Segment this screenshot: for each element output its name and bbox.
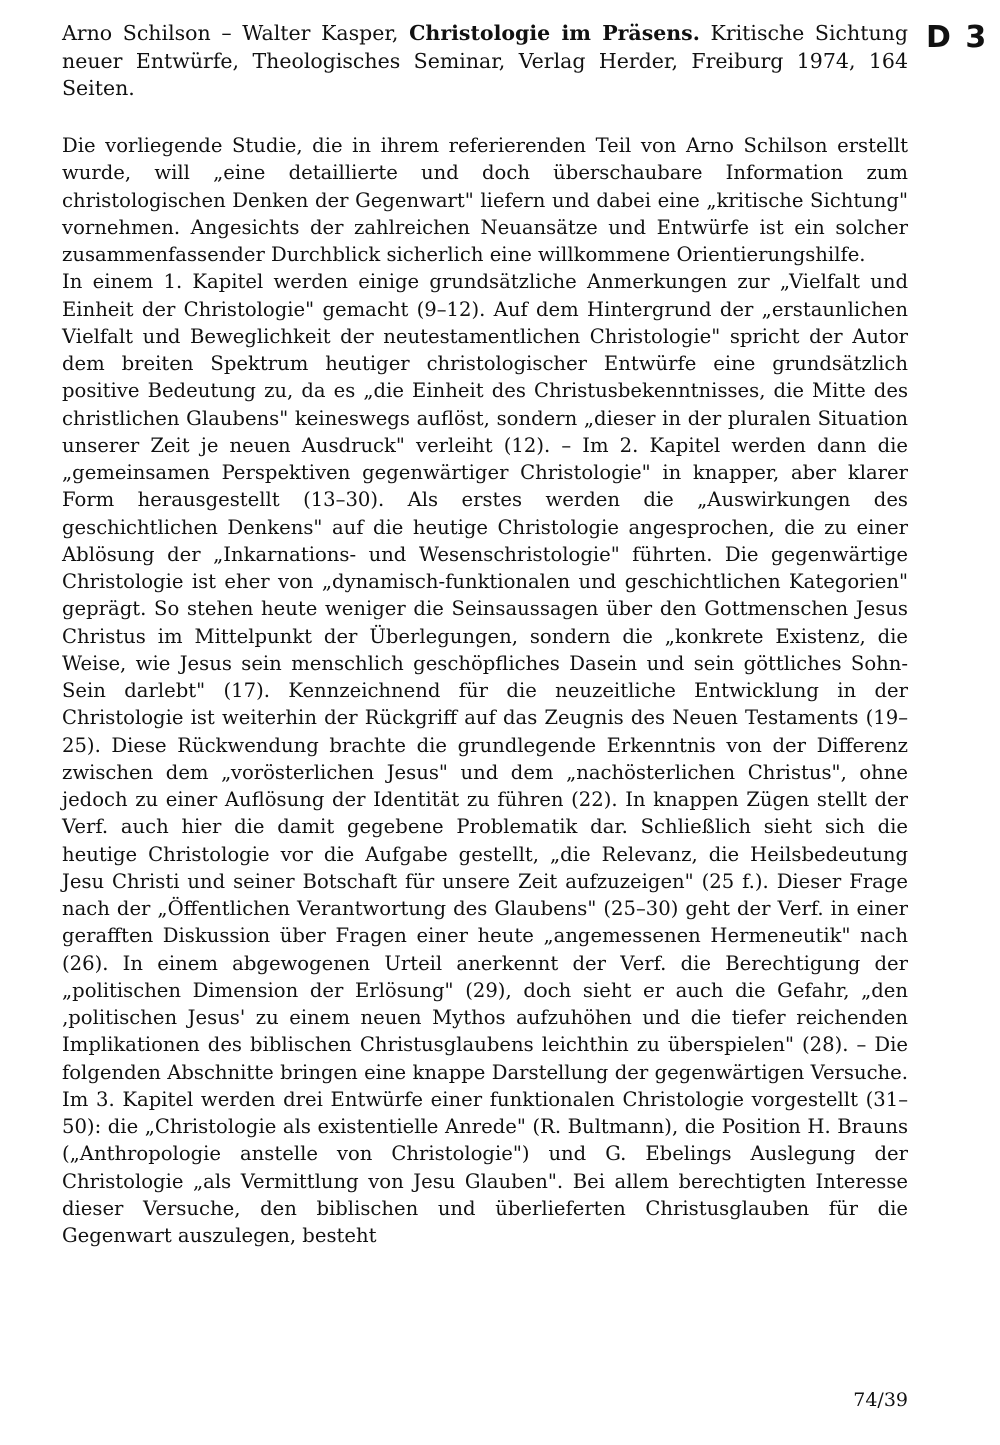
paragraph-introduction: Die vorliegende Studie, die in ihrem referierenden Teil von Arno Schilson erstellt wurde, will „eine detaillierte und doch überschaubare Information zum christologischen Denken der Gegenwart" liefern und dabei eine „kritische Sichtung" vornehmen. Angesichts der zahlreichen Neuansätze und Entwürfe ist ein solcher zusammenfassender Durchblick sicherlich eine willkommene Orientierungshilfe. bbox=[62, 134, 908, 266]
header-book-title: Christologie im Präsens. bbox=[409, 21, 700, 45]
header-authors: Arno Schilson – Walter Kasper, bbox=[62, 21, 399, 45]
header-publication-details: Kritische Sichtung neuer Entwürfe, Theologisches Seminar, Verlag Herder, Freiburg 1974, 164 Seiten. bbox=[62, 21, 908, 100]
document-code: D 3 bbox=[926, 20, 989, 55]
bibliographic-header bbox=[62, 20, 908, 103]
paragraph-chapters: In einem 1. Kapitel werden einige grundsätzliche Anmerkungen zur „Vielfalt und Einheit der Christologie" gemacht (9–12). Auf dem Hintergrund der „erstaunlichen Vielfalt und Beweglichkeit der neutestamentlichen Christologie" spricht der Autor dem breiten Spektrum heutiger christologischer Entwürfe eine grundsätzlich positive Bedeutung zu, da es „die Einheit des Christusbekenntnisses, die Mitte des christlichen Glaubens" keineswegs auflöst, sondern „dieser in der pluralen Situation unserer Zeit je neuen Ausdruck" verleiht (12). – Im 2. Kapitel werden dann die „gemeinsamen Perspektiven gegenwärtiger Christologie" in knapper, aber klarer Form herausgestellt (13–30). Als erstes werden die „Auswirkungen des geschichtlichen Denkens" auf die heutige Christologie angesprochen, die zu einer Ablösung der „Inkarnations- und Wesenschristologie" führten. Die gegenwärtige Christologie ist eher von „dynamisch-funktionalen und geschichtlichen Kategorien" geprägt. So stehen heute weniger die Seinsaussagen über den Gottmenschen Jesus Christus im Mittelpunkt der Überlegungen, sondern die „konkrete Existenz, die Weise, wie Jesus sein menschlich geschöpfliches Dasein und sein göttliches Sohn-Sein darlebt" (17). Kennzeichnend für die neuzeitliche Entwicklung in der Christologie ist weiterhin der Rückgriff auf das Zeugnis des Neuen Testaments (19–25). Diese Rückwendung brachte die grundlegende Erkenntnis von der Differenz zwischen dem „vorösterlichen Jesus" und dem „nachösterlichen Christus", ohne jedoch zu einer Auflösung der Identität zu führen (22). In knappen Zügen stellt der Verf. auch hier die damit gegebene Problematik dar. Schließlich sieht sich die heutige Christologie vor die Aufgabe gestellt, „die Relevanz, die Heilsbedeutung Jesu Christi und seiner Botschaft für unsere Zeit aufzuzeigen" (25 f.). Dieser Frage nach der „Öffentlichen Verantwortung des Glaubens" (25–30) geht der Verf. in einer gerafften Diskussion über Fragen einer heute „angemessenen Hermeneutik" nach (26). In einem abgewogenen Urteil anerkennt der Verf. die Berechtigung der „politischen Dimension der Erlösung" (29), doch sieht er auch die Gefahr, „den ‚politischen Jesus' zu einem neuen Mythos aufzuhöhen und die tiefer reichenden Implikationen des biblischen Christusglaubens leichthin zu überspielen" (28). – Die folgenden Abschnitte bringen eine knappe Darstellung der gegenwärtigen Versuche. Im 3. Kapitel werden drei Entwürfe einer funktionalen Christologie vorgestellt (31–50): die „Christologie als existentielle Anrede" (R. Bultmann), die Position H. Brauns („Anthropologie anstelle von Christologie") und G. Ebelings Auslegung der Christologie „als Vermittlung von Jesu Glauben". Bei allem berechtigten Interesse dieser Versuche, den biblischen und überlieferten Christusglauben für die Gegenwart auszulegen, besteht bbox=[62, 270, 908, 1247]
page-number: 74/39 bbox=[853, 1389, 908, 1411]
review-body bbox=[62, 132, 908, 1249]
